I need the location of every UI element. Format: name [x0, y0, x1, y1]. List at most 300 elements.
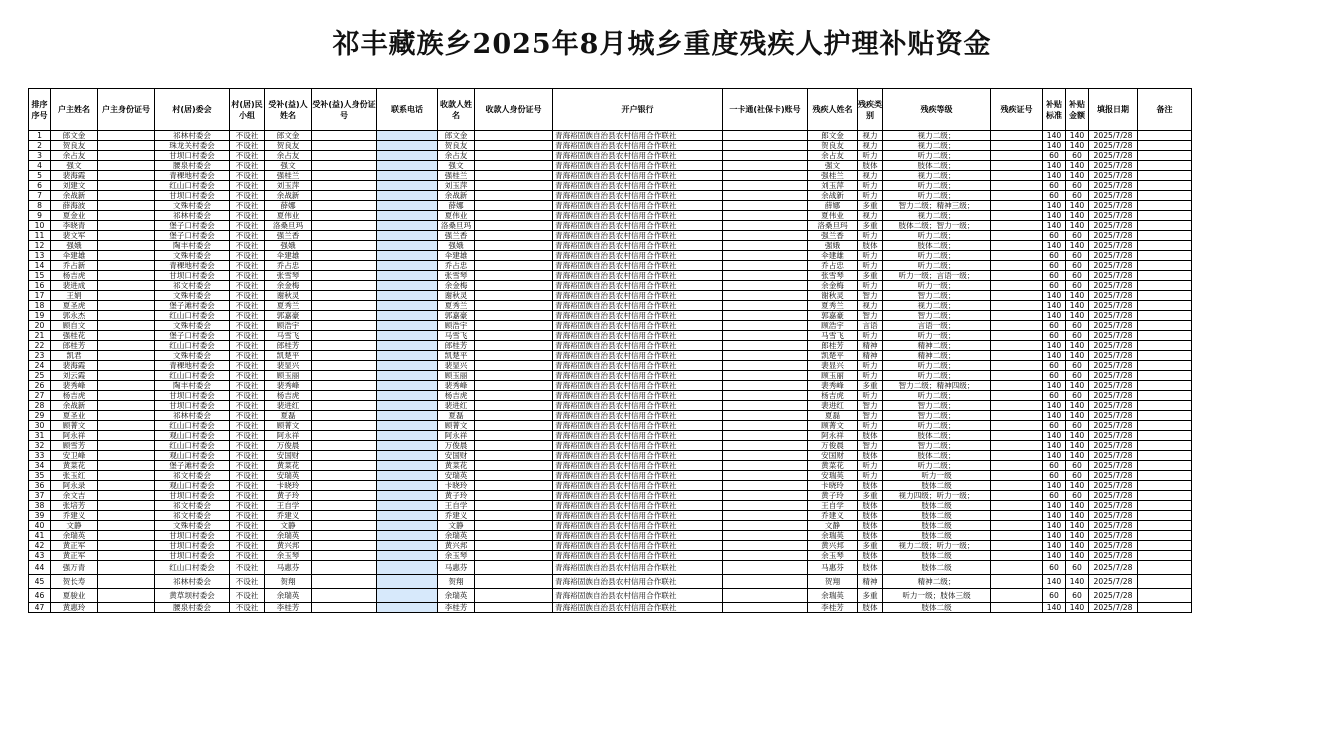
- table-cell: 40: [29, 521, 51, 531]
- table-cell: 听力二级；: [883, 371, 991, 381]
- table-cell: 顾菁文: [438, 421, 475, 431]
- table-cell: 谢秋灵: [438, 291, 475, 301]
- table-cell: 精神二级；: [883, 575, 991, 589]
- table-cell: 余占友: [51, 151, 98, 161]
- table-row: [29, 521, 1192, 531]
- table-cell: [312, 361, 377, 371]
- table-cell: 万俊晨: [438, 441, 475, 451]
- table-cell: [991, 311, 1043, 321]
- table-cell: 裴秀峰: [438, 381, 475, 391]
- table-cell: 不设社: [230, 531, 265, 541]
- table-cell: [98, 171, 155, 181]
- table-cell: 60: [1043, 231, 1066, 241]
- table-cell: [1138, 311, 1192, 321]
- phone-cell-redacted: [377, 441, 438, 451]
- table-row: [29, 501, 1192, 511]
- table-cell: [991, 341, 1043, 351]
- table-cell: 41: [29, 531, 51, 541]
- table-cell: 贺良友: [51, 141, 98, 151]
- table-cell: 裴显兴: [438, 361, 475, 371]
- phone-cell-redacted: [377, 231, 438, 241]
- table-cell: 听力: [858, 391, 883, 401]
- table-cell: 45: [29, 575, 51, 589]
- table-row: [29, 211, 1192, 221]
- table-cell: [312, 391, 377, 401]
- phone-cell-redacted: [377, 401, 438, 411]
- table-cell: 不设社: [230, 261, 265, 271]
- table-cell: [723, 603, 808, 613]
- phone-cell-redacted: [377, 451, 438, 461]
- phone-cell-redacted: [377, 291, 438, 301]
- table-cell: 140: [1066, 221, 1089, 231]
- table-cell: 60: [1043, 589, 1066, 603]
- table-cell: 60: [1066, 261, 1089, 271]
- table-cell: [98, 491, 155, 501]
- table-cell: 智力二级；精神四级；: [883, 381, 991, 391]
- table-cell: 140: [1066, 131, 1089, 141]
- table-cell: [98, 341, 155, 351]
- table-cell: [475, 251, 553, 261]
- table-cell: [1138, 603, 1192, 613]
- table-cell: [723, 511, 808, 521]
- table-cell: [1138, 251, 1192, 261]
- phone-cell-redacted: [377, 251, 438, 261]
- phone-cell-redacted: [377, 131, 438, 141]
- table-cell: 郎文金: [51, 131, 98, 141]
- table-cell: 不设社: [230, 541, 265, 551]
- table-cell: 肢体: [858, 161, 883, 171]
- table-cell: 肢体: [858, 551, 883, 561]
- table-cell: 郎文金: [438, 131, 475, 141]
- table-cell: [475, 191, 553, 201]
- table-cell: 强文: [265, 161, 312, 171]
- table-cell: 顾浩宇: [808, 321, 858, 331]
- table-cell: 60: [1066, 461, 1089, 471]
- table-cell: [475, 321, 553, 331]
- table-cell: [98, 251, 155, 261]
- table-cell: [98, 181, 155, 191]
- table-cell: 不设社: [230, 401, 265, 411]
- table-cell: 余瑞英: [51, 531, 98, 541]
- table-cell: 2025/7/28: [1089, 511, 1138, 521]
- table-cell: 140: [1043, 531, 1066, 541]
- table-cell: [723, 351, 808, 361]
- table-cell: 薛娜: [438, 201, 475, 211]
- table-cell: [1138, 461, 1192, 471]
- table-cell: 140: [1066, 311, 1089, 321]
- table-cell: 顾浩宇: [265, 321, 312, 331]
- table-cell: 听力: [858, 181, 883, 191]
- table-cell: 听力: [858, 331, 883, 341]
- table-cell: 不设社: [230, 231, 265, 241]
- table-cell: 34: [29, 461, 51, 471]
- table-cell: 洛桑旦玛: [438, 221, 475, 231]
- table-cell: 不设社: [230, 361, 265, 371]
- table-cell: [1138, 341, 1192, 351]
- table-cell: [723, 481, 808, 491]
- table-cell: [723, 371, 808, 381]
- table-cell: 多重: [858, 589, 883, 603]
- table-cell: 2025/7/28: [1089, 251, 1138, 261]
- table-cell: [991, 261, 1043, 271]
- table-cell: [98, 441, 155, 451]
- table-cell: 2025/7/28: [1089, 481, 1138, 491]
- table-cell: [991, 511, 1043, 521]
- table-cell: 2025/7/28: [1089, 381, 1138, 391]
- table-cell: [98, 281, 155, 291]
- table-cell: 青海裕固族自治县农村信用合作联社: [553, 271, 723, 281]
- table-cell: 红山口村委会: [155, 371, 230, 381]
- table-cell: [98, 603, 155, 613]
- column-header: 户主姓名: [51, 89, 98, 131]
- table-cell: 堡子滩村委会: [155, 301, 230, 311]
- table-cell: 乔建义: [808, 511, 858, 521]
- table-cell: 谢秋灵: [808, 291, 858, 301]
- table-cell: [475, 141, 553, 151]
- table-cell: 智力: [858, 311, 883, 321]
- table-cell: 不设社: [230, 221, 265, 231]
- table-cell: 堡子滩村委会: [155, 461, 230, 471]
- table-cell: 堡子口村委会: [155, 331, 230, 341]
- table-cell: [723, 321, 808, 331]
- table-cell: 2025/7/28: [1089, 371, 1138, 381]
- phone-cell-redacted: [377, 311, 438, 321]
- table-cell: 2025/7/28: [1089, 311, 1138, 321]
- table-cell: [1138, 551, 1192, 561]
- table-cell: 青海裕固族自治县农村信用合作联社: [553, 391, 723, 401]
- table-cell: [312, 171, 377, 181]
- table-cell: 文静: [51, 521, 98, 531]
- table-cell: 2025/7/28: [1089, 561, 1138, 575]
- table-cell: 23: [29, 351, 51, 361]
- table-cell: 强万青: [51, 561, 98, 575]
- table-cell: 强娥: [265, 241, 312, 251]
- table-cell: 青海裕固族自治县农村信用合作联社: [553, 401, 723, 411]
- table-cell: 2025/7/28: [1089, 151, 1138, 161]
- table-cell: 2025/7/28: [1089, 521, 1138, 531]
- table-cell: 听力: [858, 461, 883, 471]
- table-cell: 60: [1066, 491, 1089, 501]
- phone-cell-redacted: [377, 551, 438, 561]
- table-cell: 青稞地村委会: [155, 261, 230, 271]
- table-cell: [312, 321, 377, 331]
- table-cell: [98, 381, 155, 391]
- table-cell: [475, 401, 553, 411]
- table-cell: 智力二级；: [883, 441, 991, 451]
- table-cell: 2025/7/28: [1089, 491, 1138, 501]
- table-cell: 黄菜花: [438, 461, 475, 471]
- phone-cell-redacted: [377, 603, 438, 613]
- table-cell: 青海裕固族自治县农村信用合作联社: [553, 551, 723, 561]
- table-cell: [1138, 181, 1192, 191]
- table-cell: 140: [1043, 551, 1066, 561]
- table-cell: 60: [1066, 231, 1089, 241]
- table-cell: 20: [29, 321, 51, 331]
- table-cell: 卡晓玲: [438, 481, 475, 491]
- table-cell: 肢体二级: [883, 551, 991, 561]
- table-cell: 60: [1043, 331, 1066, 341]
- table-cell: 青海裕固族自治县农村信用合作联社: [553, 481, 723, 491]
- table-cell: 不设社: [230, 411, 265, 421]
- table-cell: 不设社: [230, 575, 265, 589]
- table-cell: [312, 421, 377, 431]
- table-cell: 视力二级；: [883, 301, 991, 311]
- table-cell: 60: [1043, 261, 1066, 271]
- table-cell: [98, 311, 155, 321]
- table-cell: 青海裕固族自治县农村信用合作联社: [553, 351, 723, 361]
- table-cell: 裴进红: [438, 401, 475, 411]
- column-header: 收款人身份证号: [475, 89, 553, 131]
- table-cell: 凯楚平: [265, 351, 312, 361]
- table-cell: [1138, 391, 1192, 401]
- table-cell: 阿永祥: [438, 431, 475, 441]
- table-cell: [475, 171, 553, 181]
- table-cell: 不设社: [230, 301, 265, 311]
- table-cell: 精神二级；: [883, 351, 991, 361]
- table-cell: [723, 551, 808, 561]
- table-cell: 37: [29, 491, 51, 501]
- table-cell: 14: [29, 261, 51, 271]
- table-cell: 26: [29, 381, 51, 391]
- table-cell: 青海裕固族自治县农村信用合作联社: [553, 501, 723, 511]
- table-cell: [723, 181, 808, 191]
- table-cell: 陶丰村委会: [155, 241, 230, 251]
- column-header: 收款人姓名: [438, 89, 475, 131]
- table-cell: [991, 211, 1043, 221]
- table-cell: [475, 361, 553, 371]
- table-cell: [312, 131, 377, 141]
- table-cell: 青海裕固族自治县农村信用合作联社: [553, 561, 723, 575]
- table-cell: 强文: [51, 161, 98, 171]
- table-cell: [98, 191, 155, 201]
- table-cell: 140: [1043, 511, 1066, 521]
- phone-cell-redacted: [377, 301, 438, 311]
- table-cell: [991, 151, 1043, 161]
- table-cell: 肢体二级: [883, 561, 991, 575]
- table-cell: 听力一级；: [883, 281, 991, 291]
- table-cell: 甘坝口村委会: [155, 391, 230, 401]
- table-cell: [98, 589, 155, 603]
- table-cell: [723, 421, 808, 431]
- page-title: 祁丰藏族乡2025年8月城乡重度残疾人护理补贴资金: [332, 29, 992, 60]
- table-row: [29, 161, 1192, 171]
- table-cell: 祁林村委会: [155, 211, 230, 221]
- table-cell: 智力二级；: [883, 401, 991, 411]
- table-cell: 智力二级；: [883, 311, 991, 321]
- table-cell: 肢体二级；智力一级；: [883, 221, 991, 231]
- table-cell: [723, 271, 808, 281]
- table-row: [29, 131, 1192, 141]
- table-cell: 22: [29, 341, 51, 351]
- table-cell: 青海裕固族自治县农村信用合作联社: [553, 431, 723, 441]
- table-cell: 2025/7/28: [1089, 341, 1138, 351]
- table-cell: 2025/7/28: [1089, 241, 1138, 251]
- table-cell: [98, 551, 155, 561]
- table-cell: 2025/7/28: [1089, 321, 1138, 331]
- table-cell: [312, 531, 377, 541]
- table-cell: 青海裕固族自治县农村信用合作联社: [553, 211, 723, 221]
- table-cell: 听力: [858, 261, 883, 271]
- table-cell: 140: [1043, 221, 1066, 231]
- table-cell: 裴秀峰: [808, 381, 858, 391]
- table-cell: 杨吉虎: [265, 391, 312, 401]
- table-cell: 强桂兰: [265, 171, 312, 181]
- table-cell: 阿永祥: [808, 431, 858, 441]
- table-cell: 不设社: [230, 441, 265, 451]
- table-cell: 青海裕固族自治县农村信用合作联社: [553, 321, 723, 331]
- table-cell: [723, 391, 808, 401]
- table-cell: 伞建雄: [51, 251, 98, 261]
- column-header: 残疾类别: [858, 89, 883, 131]
- table-cell: 精神: [858, 341, 883, 351]
- table-row: [29, 481, 1192, 491]
- table-cell: 智力: [858, 401, 883, 411]
- table-cell: [723, 241, 808, 251]
- table-cell: [475, 441, 553, 451]
- table-cell: 裴海霞: [51, 361, 98, 371]
- table-cell: 不设社: [230, 421, 265, 431]
- table-cell: [312, 231, 377, 241]
- table-cell: [991, 251, 1043, 261]
- phone-cell-redacted: [377, 481, 438, 491]
- table-cell: [1138, 451, 1192, 461]
- table-cell: 青海裕固族自治县农村信用合作联社: [553, 381, 723, 391]
- table-cell: [1138, 401, 1192, 411]
- phone-cell-redacted: [377, 341, 438, 351]
- table-cell: 7: [29, 191, 51, 201]
- table-cell: [312, 501, 377, 511]
- column-header: 户主身份证号: [98, 89, 155, 131]
- table-cell: [723, 531, 808, 541]
- phone-cell-redacted: [377, 391, 438, 401]
- table-cell: 140: [1066, 575, 1089, 589]
- table-cell: 不设社: [230, 291, 265, 301]
- table-cell: 60: [1043, 491, 1066, 501]
- table-cell: 60: [1043, 391, 1066, 401]
- table-cell: [1138, 521, 1192, 531]
- table-cell: 2025/7/28: [1089, 221, 1138, 231]
- table-cell: 140: [1043, 381, 1066, 391]
- table-cell: 不设社: [230, 171, 265, 181]
- table-cell: 刘云霞: [51, 371, 98, 381]
- table-cell: 万俊晨: [808, 441, 858, 451]
- table-cell: [98, 461, 155, 471]
- table-cell: 凯楚平: [808, 351, 858, 361]
- table-cell: [475, 291, 553, 301]
- table-cell: 安国财: [265, 451, 312, 461]
- table-cell: 16: [29, 281, 51, 291]
- table-cell: 凯楚平: [438, 351, 475, 361]
- table-cell: [723, 461, 808, 471]
- table-cell: 甘坝口村委会: [155, 271, 230, 281]
- table-cell: 不设社: [230, 181, 265, 191]
- table-cell: [312, 441, 377, 451]
- table-cell: 肢体二级；: [883, 241, 991, 251]
- column-header: 补贴金额: [1066, 89, 1089, 131]
- table-cell: [991, 391, 1043, 401]
- table-cell: 听力: [858, 421, 883, 431]
- table-cell: 140: [1043, 521, 1066, 531]
- table-cell: 听力一级；: [883, 331, 991, 341]
- table-cell: 听力: [858, 191, 883, 201]
- table-cell: [1138, 491, 1192, 501]
- table-cell: 张培芳: [51, 501, 98, 511]
- table-cell: [98, 241, 155, 251]
- table-row: [29, 291, 1192, 301]
- table-cell: 余瑞英: [265, 531, 312, 541]
- phone-cell-redacted: [377, 491, 438, 501]
- table-cell: [723, 311, 808, 321]
- phone-cell-redacted: [377, 421, 438, 431]
- table-cell: 140: [1066, 481, 1089, 491]
- table-cell: 文殊村委会: [155, 351, 230, 361]
- table-cell: 卡晓玲: [265, 481, 312, 491]
- table-cell: 马惠芬: [808, 561, 858, 575]
- table-cell: 2025/7/28: [1089, 191, 1138, 201]
- table-cell: [475, 301, 553, 311]
- table-cell: 杨吉虎: [51, 391, 98, 401]
- phone-cell-redacted: [377, 211, 438, 221]
- table-cell: [723, 151, 808, 161]
- table-cell: 不设社: [230, 141, 265, 151]
- table-cell: 5: [29, 171, 51, 181]
- table-cell: [1138, 281, 1192, 291]
- table-cell: 24: [29, 361, 51, 371]
- table-cell: 不设社: [230, 501, 265, 511]
- table-cell: [475, 331, 553, 341]
- table-cell: 60: [1043, 461, 1066, 471]
- table-row: [29, 401, 1192, 411]
- phone-cell-redacted: [377, 191, 438, 201]
- table-cell: [1138, 151, 1192, 161]
- table-cell: [991, 551, 1043, 561]
- table-cell: [991, 281, 1043, 291]
- table-cell: 乔占忠: [808, 261, 858, 271]
- table-cell: 140: [1066, 411, 1089, 421]
- table-cell: 不设社: [230, 551, 265, 561]
- table-cell: 肢体: [858, 501, 883, 511]
- table-cell: 刘建文: [51, 181, 98, 191]
- column-header: 残疾人姓名: [808, 89, 858, 131]
- table-cell: 青海裕固族自治县农村信用合作联社: [553, 301, 723, 311]
- table-cell: [312, 331, 377, 341]
- table-cell: 视力二级；: [883, 131, 991, 141]
- table-cell: 140: [1043, 311, 1066, 321]
- table-cell: 140: [1043, 451, 1066, 461]
- table-cell: [98, 141, 155, 151]
- table-cell: 视力: [858, 171, 883, 181]
- table-cell: [723, 541, 808, 551]
- phone-cell-redacted: [377, 589, 438, 603]
- table-cell: [1138, 131, 1192, 141]
- table-cell: 青海裕固族自治县农村信用合作联社: [553, 201, 723, 211]
- table-row: [29, 371, 1192, 381]
- column-header: 补贴标准: [1043, 89, 1066, 131]
- table-cell: [991, 191, 1043, 201]
- table-cell: [312, 491, 377, 501]
- table-cell: 不设社: [230, 391, 265, 401]
- table-cell: 不设社: [230, 491, 265, 501]
- table-cell: 顾菁文: [265, 421, 312, 431]
- table-cell: 郭嘉豪: [265, 311, 312, 321]
- table-cell: [98, 321, 155, 331]
- table-cell: 强桂花: [51, 331, 98, 341]
- table-cell: [991, 451, 1043, 461]
- table-cell: 甘坝口村委会: [155, 491, 230, 501]
- table-cell: [312, 411, 377, 421]
- table-cell: 青海裕固族自治县农村信用合作联社: [553, 241, 723, 251]
- table-row: [29, 261, 1192, 271]
